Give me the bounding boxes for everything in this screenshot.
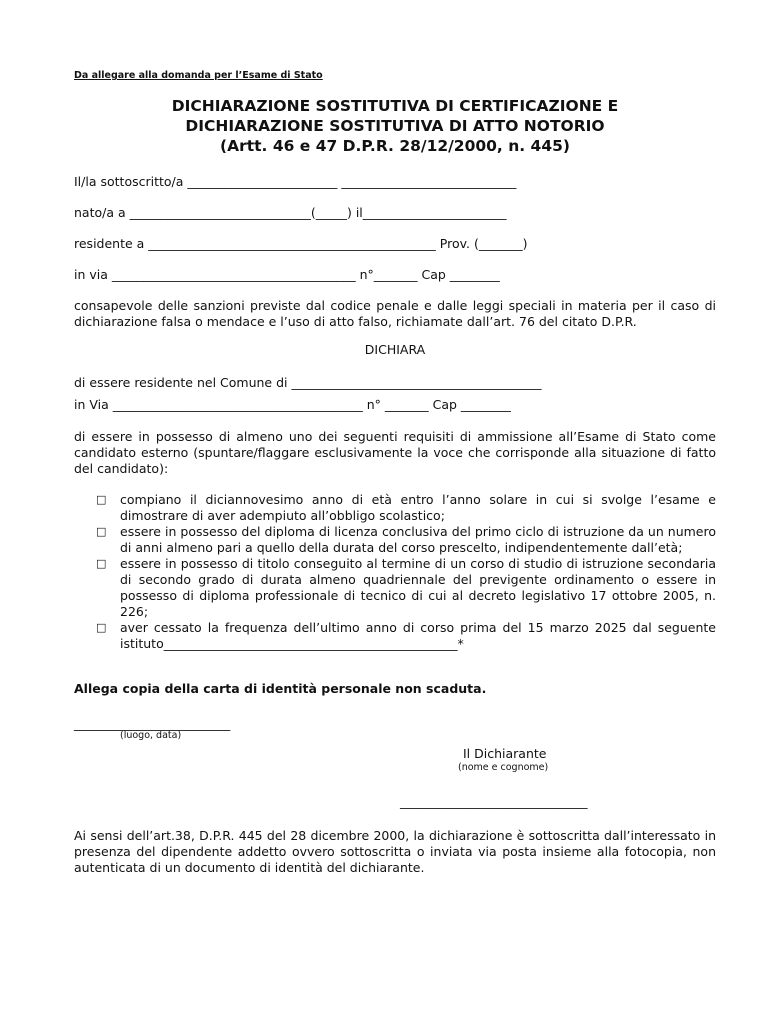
attachment-note: Da allegare alla domanda per l’Esame di Stato [74,70,323,81]
declarant-label: Il Dichiarante [463,746,547,761]
requirement-item [74,620,716,652]
checkbox-icon[interactable]: □ [96,525,107,538]
street-field[interactable]: in via _______________________________________ n°_______ Cap ________ [74,267,500,282]
requirement-item [74,524,716,556]
document-page [74,70,716,876]
via-field[interactable]: in Via ________________________________________ n° _______ Cap ________ [74,397,511,412]
place-date-line[interactable]: _________________________ [74,716,231,731]
requirements-list [74,492,716,652]
requirement-text: aver cessato la frequenza dell’ultimo anno di corso prima del 15 marzo 2025 dal seguente istituto_______________________________________________* [120,620,716,651]
requirement-item [74,556,716,620]
checkbox-icon[interactable]: □ [96,557,107,570]
requirements-intro: di essere in possesso di almeno uno dei seguenti requisiti di ammissione all’Esame di Stato come candidato esterno (spuntare/flaggare esclusivamente la voce che corrisponde alla situazione di fatto del candidato): [74,429,716,476]
requirement-text: essere in possesso del diploma di licenza conclusiva del primo ciclo di istruzione da un numero di anni almeno pari a quello della durata del corso prescelto, indipendentemente dall’età; [120,524,716,555]
place-date-label: (luogo, data) [120,730,182,741]
checkbox-icon[interactable]: □ [96,493,107,506]
signature-block [74,716,716,812]
awareness-paragraph: consapevole delle sanzioni previste dal codice penale e dalle leggi speciali in materia per il caso di dichiarazione falsa o mendace e l’uso di atto falso, richiamate dall’art. 76 del citato D.P.R. [74,298,716,329]
requirement-item [74,492,716,524]
title-line-1: DICHIARAZIONE SOSTITUTIVA DI CERTIFICAZIONE E [171,97,619,115]
requirement-text: essere in possesso di titolo conseguito al termine di un corso di studio di istruzione secondaria di secondo grado di durata almeno quadriennale del previgente ordinamento o essere in possesso di diploma professionale di tecnico di cui al decreto legislativo 17 ottobre 2005, n. 226; [120,556,716,619]
birth-field[interactable]: nato/a a _____________________________(_____) il_______________________ [74,205,507,220]
undersigned-field[interactable]: Il/la sottoscritto/a ________________________ ____________________________ [74,174,517,189]
residence-field[interactable]: residente a ______________________________________________ Prov. (_______) [74,236,528,251]
document-title [74,96,716,156]
title-line-3: (Artt. 46 e 47 D.P.R. 28/12/2000, n. 445) [220,137,570,155]
declares-heading: DICHIARA [364,342,426,357]
title-line-2: DICHIARAZIONE SOSTITUTIVA DI ATTO NOTORIO [185,117,605,135]
signature-line[interactable]: ______________________________ [400,794,588,809]
checkbox-icon[interactable]: □ [96,621,107,634]
requirement-text: compiano il diciannovesimo anno di età entro l’anno solare in cui si svolge l’esame e dimostrare di aver adempiuto all’obbligo scolastico; [120,492,716,523]
name-label: (nome e cognome) [458,762,549,773]
legal-footer: Ai sensi dell’art.38, D.P.R. 445 del 28 dicembre 2000, la dichiarazione è sottoscritta dall’interessato in presenza del dipendente addetto ovvero sottoscritta o inviata via posta insieme alla fotocopia, non autenticata di un documento di identità del dichiarante. [74,828,716,875]
attachment-statement: Allega copia della carta di identità personale non scaduta. [74,681,487,696]
comune-field[interactable]: di essere residente nel Comune di ________________________________________ [74,375,542,390]
